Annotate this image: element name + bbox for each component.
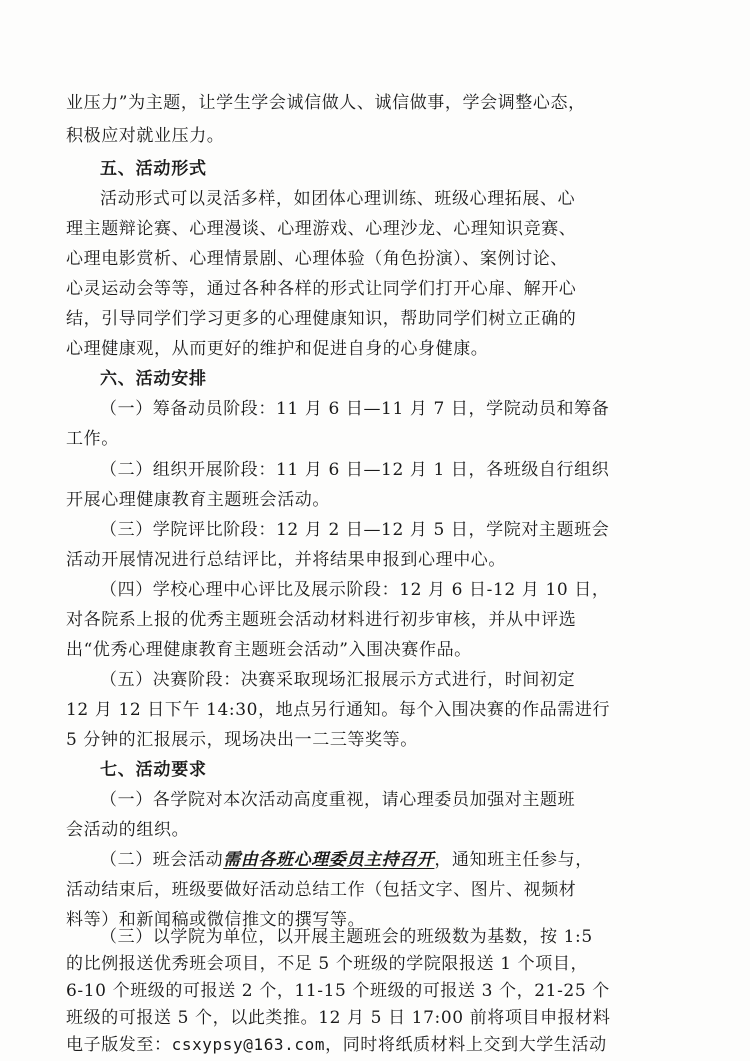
section-7-item-3-line-5 <box>66 1032 686 1058</box>
section-6-item-2-line-1: （二）组织开展阶段：11 月 6 日—12 月 1 日，各班级自行组织 <box>100 460 610 480</box>
section-6-item-4-line-2: 对各院系上报的优秀主题班会活动材料进行初步审核，并从中评选 <box>66 610 577 630</box>
section-6-item-2-line-2: 开展心理健康教育主题班会活动。 <box>66 490 330 510</box>
section-6-item-3-line-2: 活动开展情况进行总结评比，并将结果申报到心理中心。 <box>66 550 506 570</box>
section-6-item-5-line-2: 12 月 12 日下午 14:30，地点另行通知。每个入围决赛的作品需进行 <box>66 700 611 720</box>
intro-line-1: 业压力”为主题，让学生学会诚信做人、诚信做事，学会调整心态， <box>66 93 586 113</box>
section-7-item-3-line-3: 6-10 个班级的可报送 2 个，11-15 个班级的可报送 3 个，21-25 个 <box>66 981 610 1001</box>
intro-line-2: 积极应对就业压力。 <box>66 126 225 146</box>
section-7-item-3-line-1: （三）以学院为单位，以开展主题班会的班级数为基数，按 1:5 <box>100 927 593 947</box>
section-5-line-2: 理主题辩论赛、心理漫谈、心理游戏、心理沙龙、心理知识竞赛、 <box>66 219 577 239</box>
section-5-line-3: 心理电影赏析、心理情景剧、心理体验（角色扮演）、案例讨论、 <box>66 249 568 269</box>
section-6-item-3-line-1: （三）学院评比阶段：12 月 2 日—12 月 5 日，学院对主题班会 <box>100 520 610 540</box>
section-7-item-2-line-1 <box>100 847 720 873</box>
section-7-item-2-line-2: 活动结束后，班级要做好活动总结工作（包括文字、图片、视频材 <box>66 880 577 900</box>
section-6-item-1-line-2: 工作。 <box>66 429 119 449</box>
section-6-item-5-line-1: （五）决赛阶段：决赛采取现场汇报展示方式进行，时间初定 <box>100 670 576 690</box>
section-6-item-1-line-1: （一）筹备动员阶段：11 月 6 日—11 月 7 日，学院动员和筹备 <box>100 399 610 419</box>
submission-email[interactable]: csxypsy@163.com <box>171 1035 326 1054</box>
section-6-item-4-line-1: （四）学校心理中心评比及展示阶段：12 月 6 日-12 月 10 日， <box>100 580 610 600</box>
section-6-item-4-line-3: 出“优秀心理健康教育主题班会活动”入围决赛作品。 <box>66 640 472 660</box>
section-6-item-5-line-3: 5 分钟的汇报展示，现场决出一二三等奖等。 <box>66 730 418 750</box>
emphasized-requirement: 需由各班心理委员主持召开 <box>223 850 435 870</box>
section-5-line-6: 心理健康观，从而更好的维护和促进自身的心身健康。 <box>66 339 489 359</box>
section-7-item-2-suffix: ，通知班主任参与， <box>434 850 593 870</box>
section-7-item-3-line-2: 的比例报送优秀班会项目，不足 5 个班级的学院限报送 1 个项目， <box>66 954 589 974</box>
section-7-item-2-prefix: （二）班会活动 <box>100 850 224 870</box>
section-7-item-2-line-3: 料等）和新闻稿或微信推文的撰写等。 <box>66 910 366 930</box>
section-5-line-4: 心灵运动会等等，通过各种各样的形式让同学们打开心扉、解开心 <box>66 279 577 299</box>
email-line-suffix: ，同时将纸质材料上交到大学生活动 <box>325 1035 607 1055</box>
section-5-heading: 五、活动形式 <box>100 159 207 179</box>
section-5-line-5: 结，引导同学们学习更多的心理健康知识，帮助同学们树立正确的 <box>66 309 577 329</box>
section-6-heading: 六、活动安排 <box>100 369 207 389</box>
section-7-item-1-line-1: （一）各学院对本次活动高度重视，请心理委员加强对主题班 <box>100 790 576 810</box>
section-7-item-1-line-2: 会活动的组织。 <box>66 820 190 840</box>
section-7-item-3-line-4: 班级的可报送 5 个，以此类推。12 月 5 日 17:00 前将项目申报材料 <box>66 1008 611 1028</box>
email-line-prefix: 电子版发至： <box>66 1035 172 1055</box>
section-7-heading: 七、活动要求 <box>100 760 207 780</box>
section-5-line-1: 活动形式可以灵活多样，如团体心理训练、班级心理拓展、心 <box>100 189 576 209</box>
